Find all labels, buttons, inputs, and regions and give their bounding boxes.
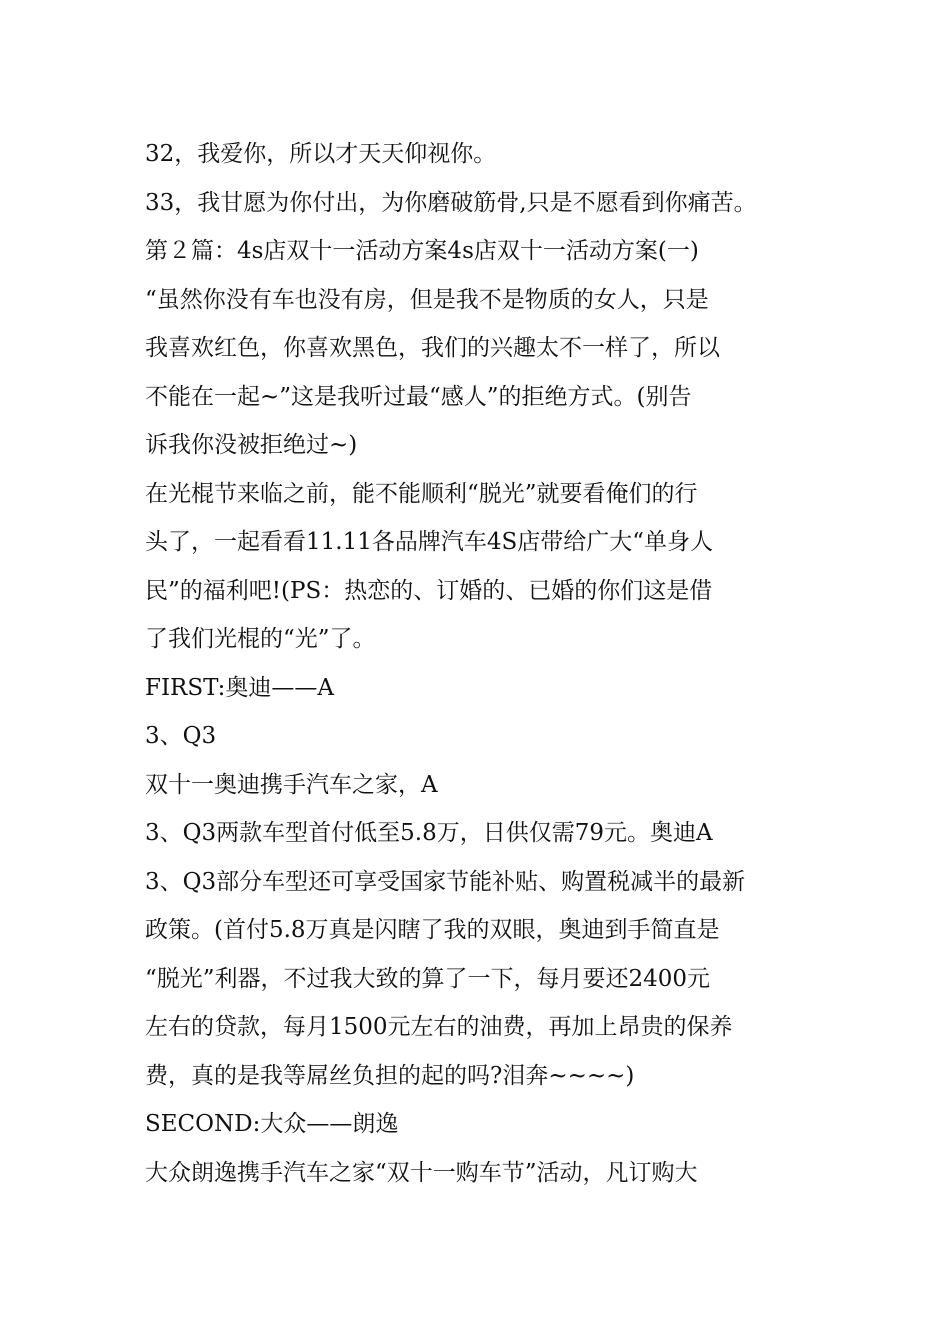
text-line: 左右的贷款，每月1500元左右的油费，再加上昂贵的保养 — [145, 1014, 733, 1040]
text-line: 头了，一起看看11.11各品牌汽车4S店带给广大“单身人 — [145, 529, 713, 555]
text-line: 大众朗逸携手汽车之家“双十一购车节”活动，凡订购大 — [145, 1159, 698, 1186]
text-line: 民”的福利吧!(PS：热恋的、订婚的、已婚的你们这是借 — [145, 577, 713, 604]
text-line: 费，真的是我等屌丝负担的起的吗?泪奔~~~~) — [145, 1062, 635, 1089]
text-line: 3、Q3 — [145, 723, 217, 749]
text-line: 3、Q3两款车型首付低至5.8万，日供仅需79元。奥迪A — [145, 820, 713, 846]
text-line: 在光棍节来临之前，能不能顺利“脱光”就要看俺们的行 — [145, 480, 698, 507]
text-line: 我喜欢红色，你喜欢黑色，我们的兴趣太不一样了，所以 — [145, 335, 720, 361]
text-line: 政策。(首付5.8万真是闪瞎了我的双眼，奥迪到手简直是 — [145, 917, 720, 943]
text-line: SECOND:大众——朗逸 — [145, 1111, 399, 1137]
document-body — [145, 130, 815, 1197]
text-line: 3、Q3部分车型还可享受国家节能补贴、购置税减半的最新 — [145, 868, 746, 895]
text-line: 33，我甘愿为你付出，为你磨破筋骨,只是不愿看到你痛苦。 — [145, 189, 757, 216]
text-line: 32，我爱你，所以才天天仰视你。 — [145, 141, 497, 167]
text-line: 不能在一起~”这是我听过最“感人”的拒绝方式。(别告 — [145, 383, 692, 410]
text-line: 了我们光棍的“光”了。 — [145, 626, 376, 652]
text-line: 诉我你没被拒绝过~) — [145, 432, 358, 458]
section-heading: 第２篇：4s店双十一活动方案4s店双十一活动方案(一) — [145, 238, 699, 264]
text-line: 双十一奥迪携手汽车之家，A — [145, 771, 438, 798]
text-line: “脱光”利器，不过我大致的算了一下，每月要还2400元 — [145, 965, 711, 992]
text-line: “虽然你没有车也没有房，但是我不是物质的女人，只是 — [145, 286, 709, 313]
text-line: FIRST:奥迪——A — [145, 674, 334, 701]
